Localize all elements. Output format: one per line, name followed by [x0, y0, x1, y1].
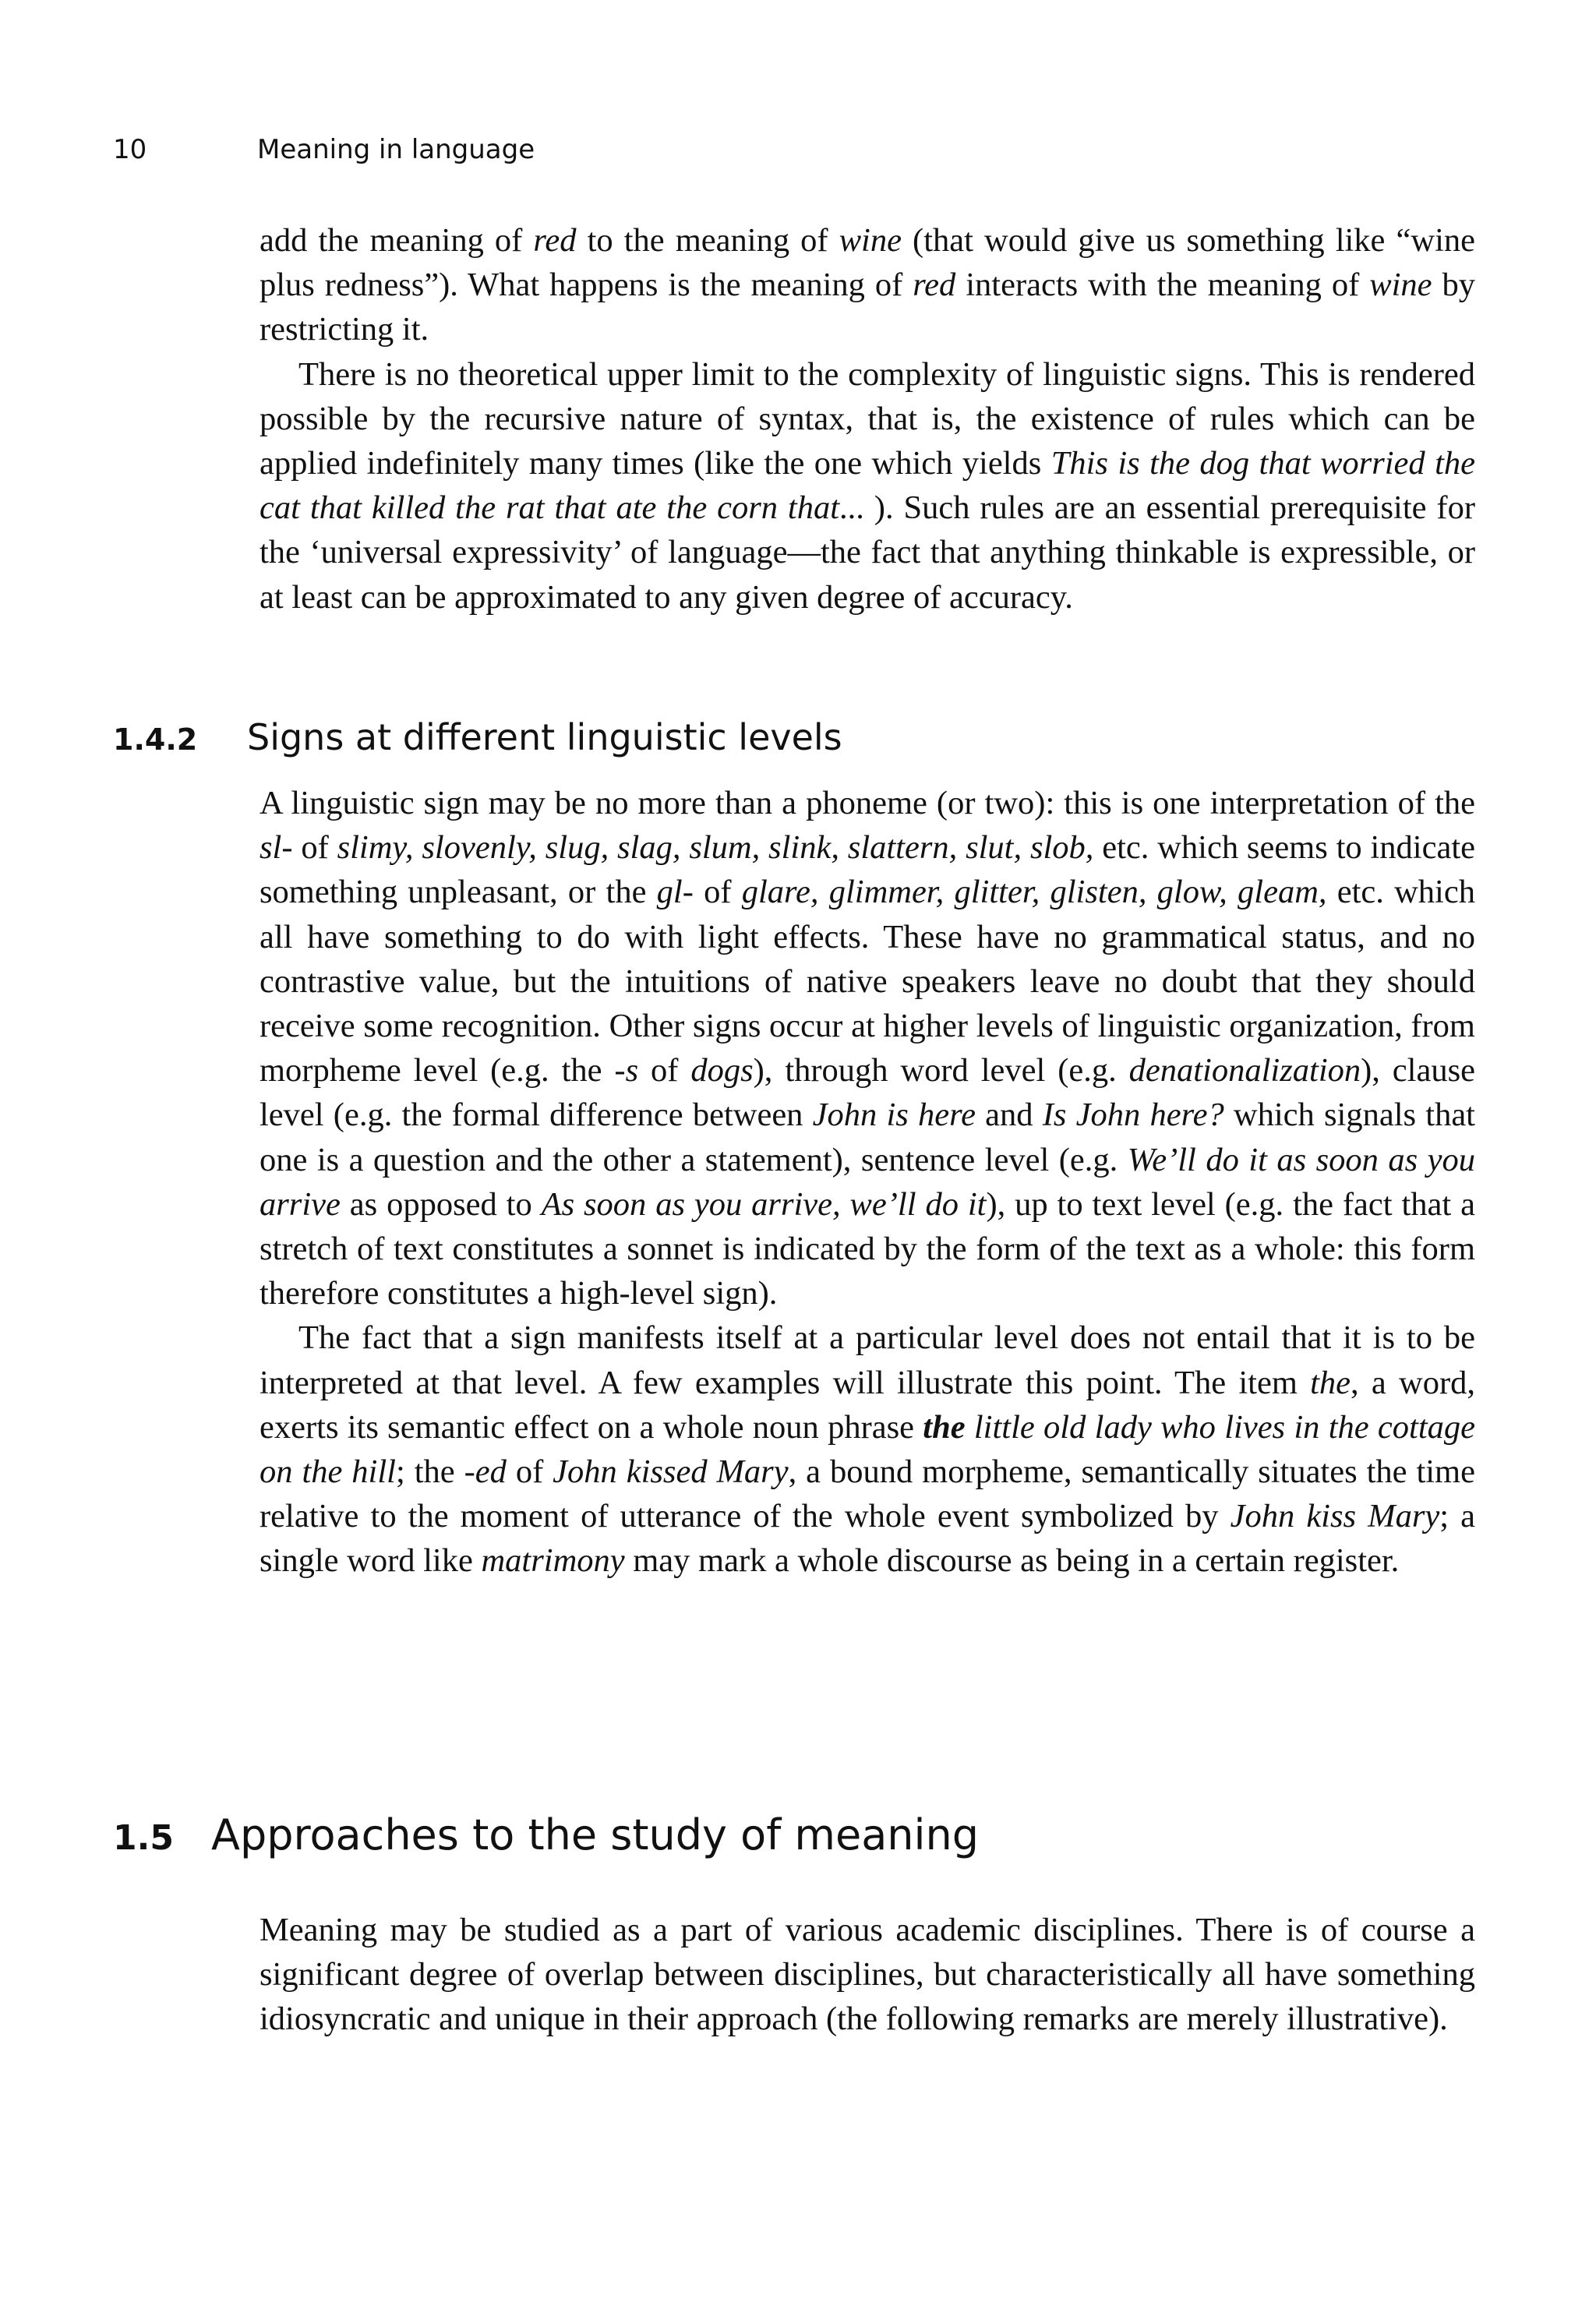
section-number: 1.4.2 [113, 722, 198, 757]
paragraph-continuation: add the meaning of red to the meaning of wine (that would give us something like “wine plus redness”). What happens is the meaning of red interacts with the meaning of wine by restricting it. [260, 222, 1475, 348]
page-number: 10 [113, 134, 147, 165]
text-block-middle [260, 781, 1475, 1584]
section-heading-1-5 [113, 1808, 979, 1866]
text-block-top [260, 218, 1475, 620]
section-number: 1.5 [113, 1818, 174, 1858]
paragraph-recursive-syntax: There is no theoretical upper limit to the complexity of linguistic signs. This is rendered possible by the recursive nature of syntax, that is, the existence of rules which can be applied indefinitely many times (like the one which yields This is the dog that worried the cat that killed the rat that ate the corn that... ). Such rules are an essential prerequisite for the ‘universal expressivity’ of language—the fact that anything thinkable is expressible, or at least can be approximated to any given degree of accuracy. [260, 355, 1475, 616]
section-title: Approaches to the study of meaning [211, 1810, 980, 1859]
paragraph-linguistic-levels: A linguistic sign may be no more than a phoneme (or two): this is one interpretation of the sl- of slimy, slovenly, slug, slag, slum, slink, slattern, slut, slob, etc. which seems to indicate something unpleasant, or the gl- of glare, glimmer, glitter, glisten, glow, gleam, etc. which all have something to do with light effects. These have no grammatical status, and no contrastive value, but the intuitions of native speakers leave no doubt that they should receive some recognition. Other signs occur at higher levels of linguistic organization, from morpheme level (e.g. the -s of dogs), through word level (e.g. denationalization), clause level (e.g. the formal difference between John is here and Is John here? which signals that one is a question and the other a statement), sentence level (e.g. We’ll do it as soon as you arrive as opposed to As soon as you arrive, we’ll do it), up to text level (e.g. the fact that a stretch of text constitutes a sonnet is indicated by the form of the text as a whole: this form therefore constitutes a high-level sign). [260, 785, 1476, 1312]
section-heading-1-4-2 [113, 714, 842, 763]
paragraph-interpretation-level: The fact that a sign manifests itself at a particular level does not entail that it is to be interpreted at that level. A few examples will illustrate this point. The item the, a word, exerts its semantic effect on a whole noun phrase the little old lady who lives in the cottage on the hill; the -ed of John kissed Mary, a bound morpheme, semantically situates the time relative to the moment of utterance of the whole event symbolized by John kiss Mary; a single word like matrimony may mark a whole discourse as being in a certain register. [260, 1319, 1475, 1580]
running-head-title: Meaning in language [257, 134, 535, 165]
running-head [113, 134, 535, 165]
text-block-bottom [260, 1908, 1475, 2042]
section-title: Signs at different linguistic levels [247, 716, 842, 758]
paragraph-approaches: Meaning may be studied as a part of various academic disciplines. There is of course a significant degree of overlap between disciplines, but characteristically all have something idiosyncratic and unique in their approach (the following remarks are merely illustrative). [260, 1912, 1475, 2038]
